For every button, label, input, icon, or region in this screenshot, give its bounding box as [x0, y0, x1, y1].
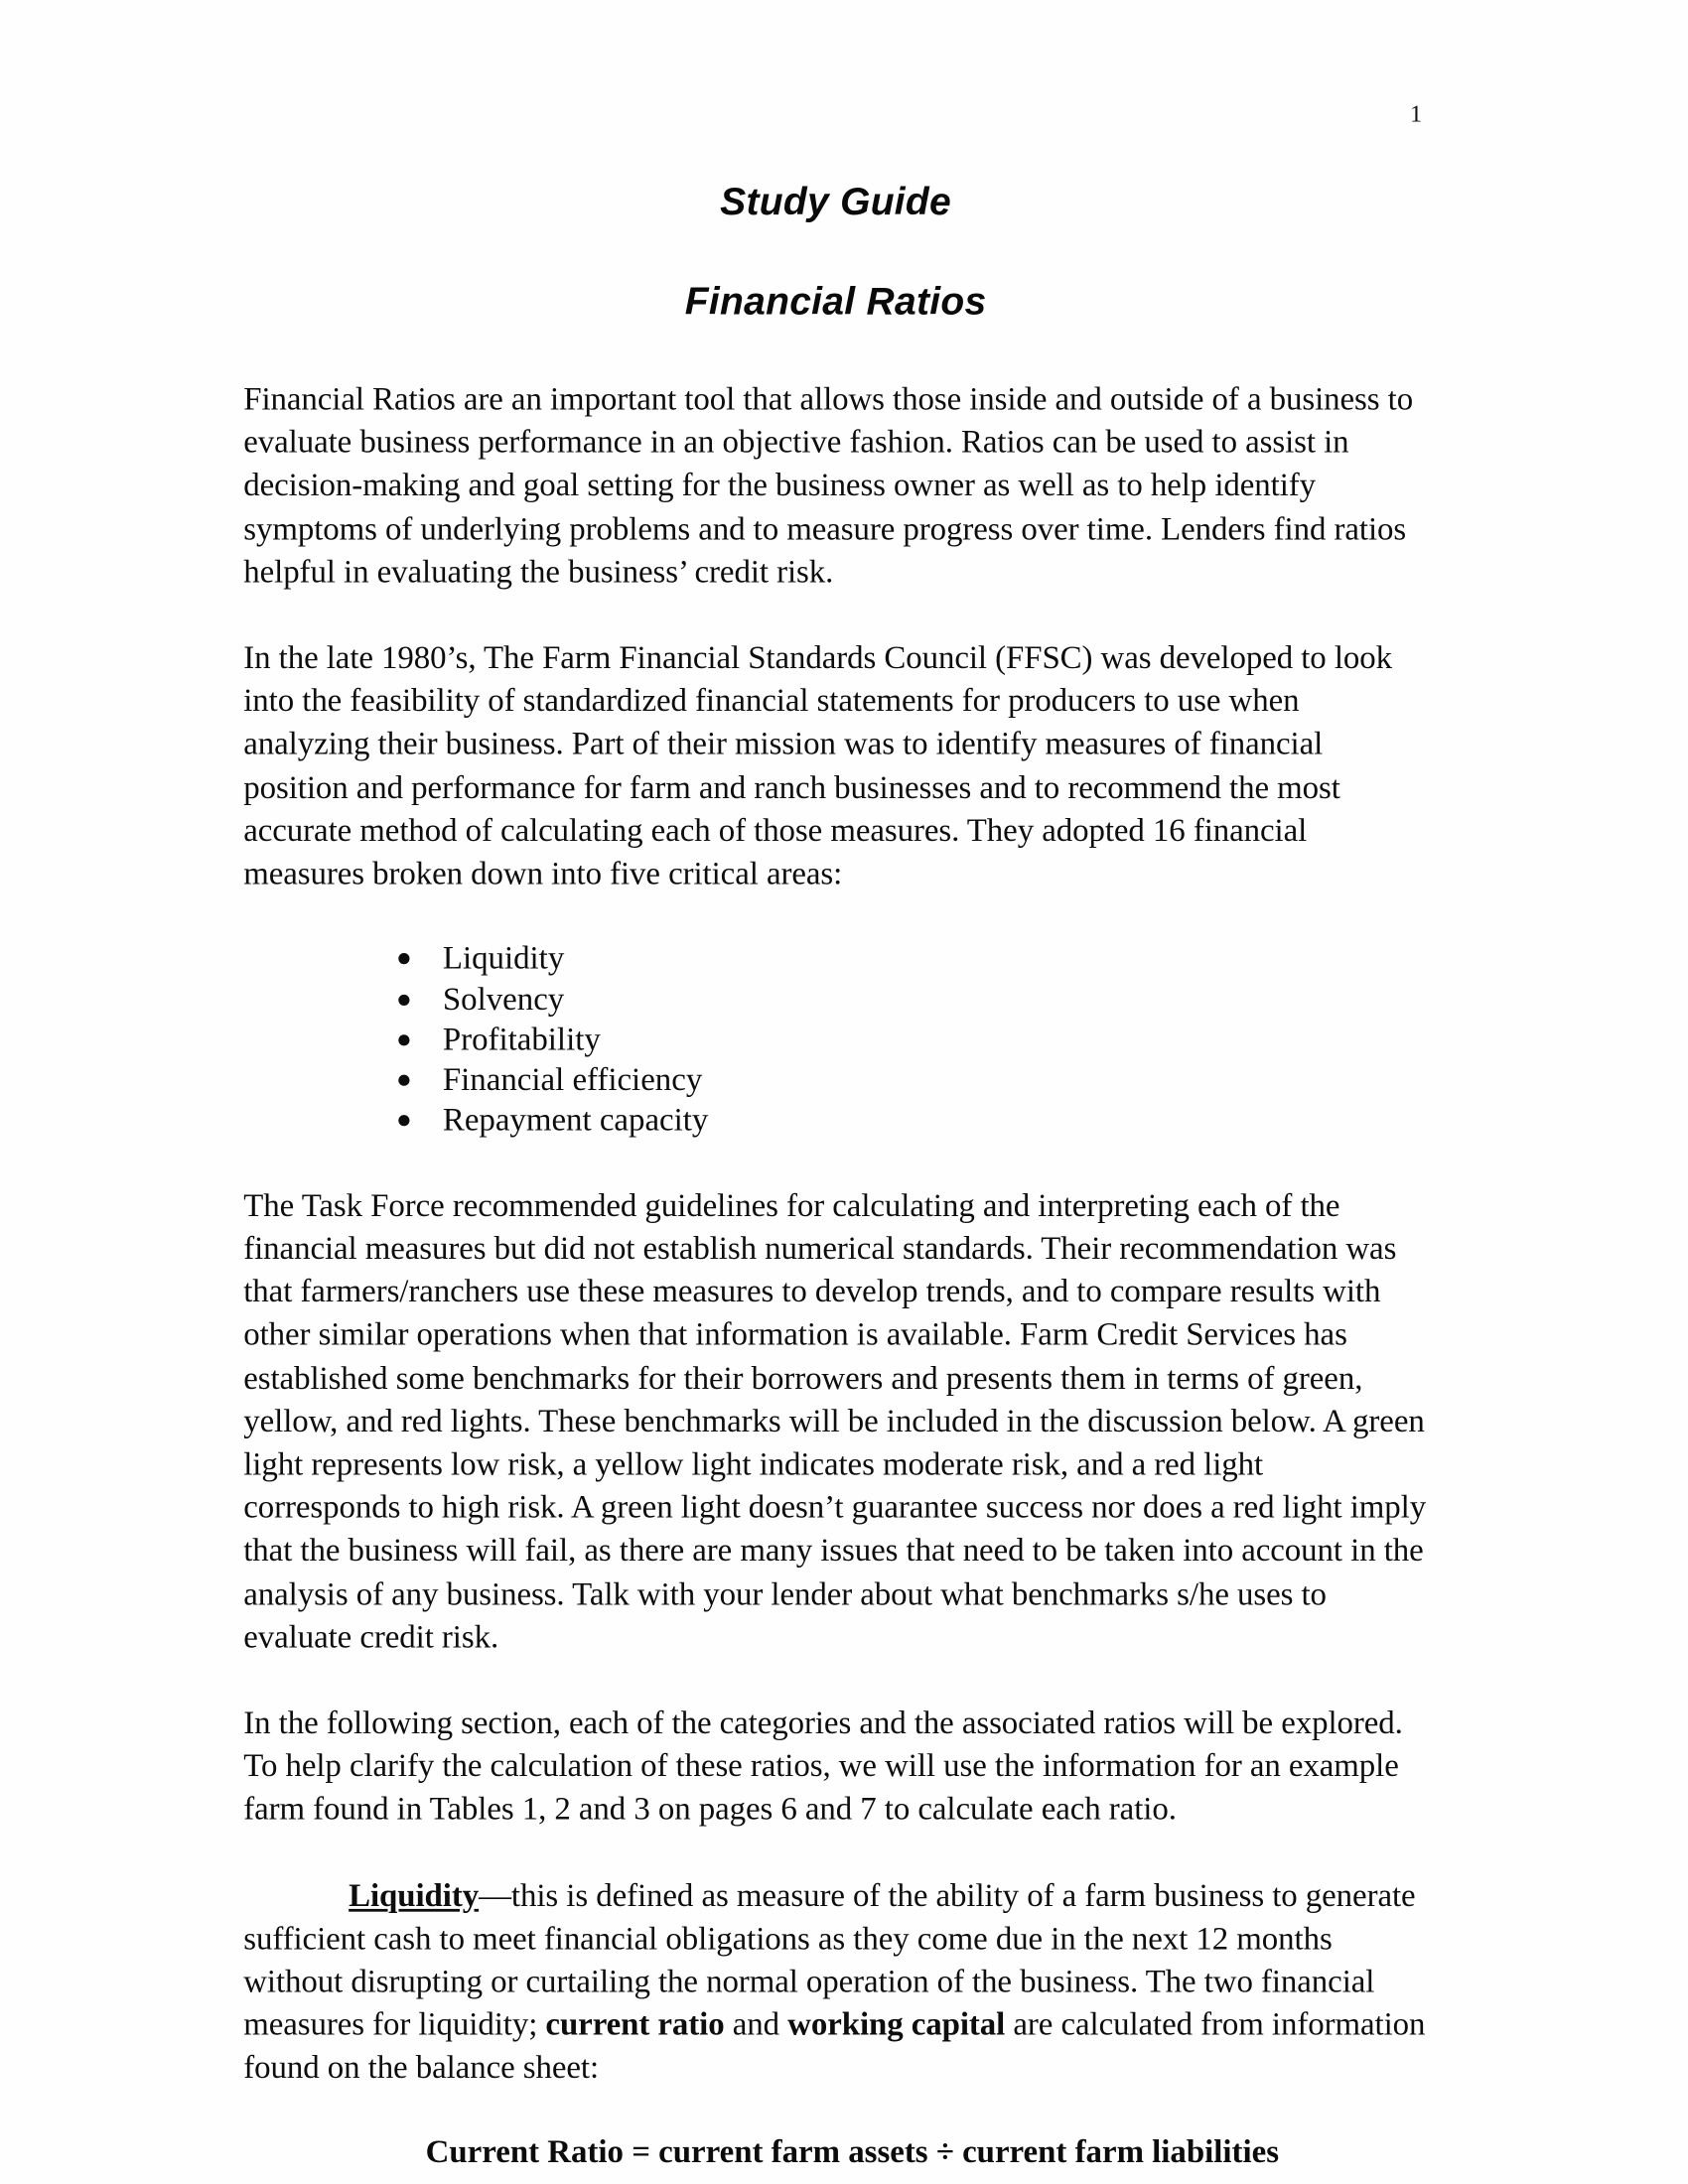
list-item-label: Financial efficiency [442, 1062, 703, 1099]
list-item [243, 939, 1428, 980]
list-item-label: Solvency [442, 981, 565, 1018]
liquidity-heading: Liquidity [349, 1877, 480, 1914]
critical-areas-list [243, 939, 1428, 1142]
list-item [243, 1061, 1428, 1102]
current-ratio-formula: Current Ratio = current farm assets ÷ current farm liabilities [425, 2133, 1280, 2170]
bullet-dot-icon [398, 953, 409, 964]
list-item-label: Repayment capacity [442, 1103, 709, 1140]
paragraph-ffsc: In the late 1980’s, The Farm Financial Standards Council (FFSC) was developed to look into the feasibility of standardized financial statements for producers to use when analyzing their business. Part of their mission was to identify measures of financial position and performance for farm and ranch businesses and to recommend the most accurate method of calculating each of those measures. They adopted 16 financial measures broken down into five critical areas: [243, 640, 1392, 892]
paragraph-intro: Financial Ratios are an important tool that allows those inside and outside of a business to evaluate business performance in an objective fashion. Ratios can be used to assist in decision-making and goal setting for the business owner as well as to help identify symptoms of underlying problems and to measure progress over time. Lenders find ratios helpful in evaluating the business’ credit risk. [243, 381, 1414, 591]
bullet-dot-icon [398, 994, 409, 1005]
list-item-label: Profitability [442, 1022, 601, 1058]
term-current-ratio: current ratio [545, 2007, 725, 2044]
bullet-dot-icon [398, 1116, 409, 1127]
document-subtitle: Financial Ratios [684, 279, 987, 323]
term-working-capital: working capital [787, 2007, 1006, 2044]
liquidity-text-part-2: and [724, 2007, 788, 2044]
bullet-dot-icon [398, 1075, 409, 1086]
list-item [243, 1021, 1428, 1061]
page-content [243, 180, 1428, 2171]
bullet-dot-icon [398, 1034, 409, 1045]
page-number: 1 [1409, 99, 1423, 128]
paragraph-liquidity [243, 1875, 1428, 2091]
list-item-label: Liquidity [442, 940, 565, 978]
liquidity-text-part-3: are calculated from information found on the balance sheet: [243, 2007, 1426, 2087]
paragraph-task-force: The Task Force recommended guidelines for calculating and interpreting each of the financial measures but did not establish numerical standards. Their recommendation was that farmers/ranchers use these measures to develop trends, and to compare results with other similar operations when that information is available. Farm Credit Services has established some benchmarks for their borrowers and presents them in terms of green, yellow, and red lights. These benchmarks will be included in the discussion below. A green light represents low risk, a yellow light indicates moderate risk, and a red light corresponds to high risk. A green light doesn’t guarantee success nor does a red light imply that the business will fail, as there are many issues that need to be taken into account in the analysis of any business. Talk with your lender about what benchmarks s/he uses to evaluate credit risk. [243, 1187, 1427, 1656]
list-item [243, 980, 1428, 1021]
list-item [243, 1102, 1428, 1143]
liquidity-text-part-1: —this is defined as measure of the ability of a farm business to generate sufficient cash to meet financial obligations as they come due in the next 12 months without disrupting or curtailing the normal operation of the business. The two financial measures for liquidity; [243, 1877, 1416, 2044]
paragraph-following-section: In the following section, each of the categories and the associated ratios will be explored. To help clarify the calculation of these ratios, we will use the information for an example farm found in Tables 1, 2 and 3 on pages 6 and 7 to calculate each ratio. [243, 1705, 1403, 1829]
document-title: Study Guide [720, 180, 952, 223]
